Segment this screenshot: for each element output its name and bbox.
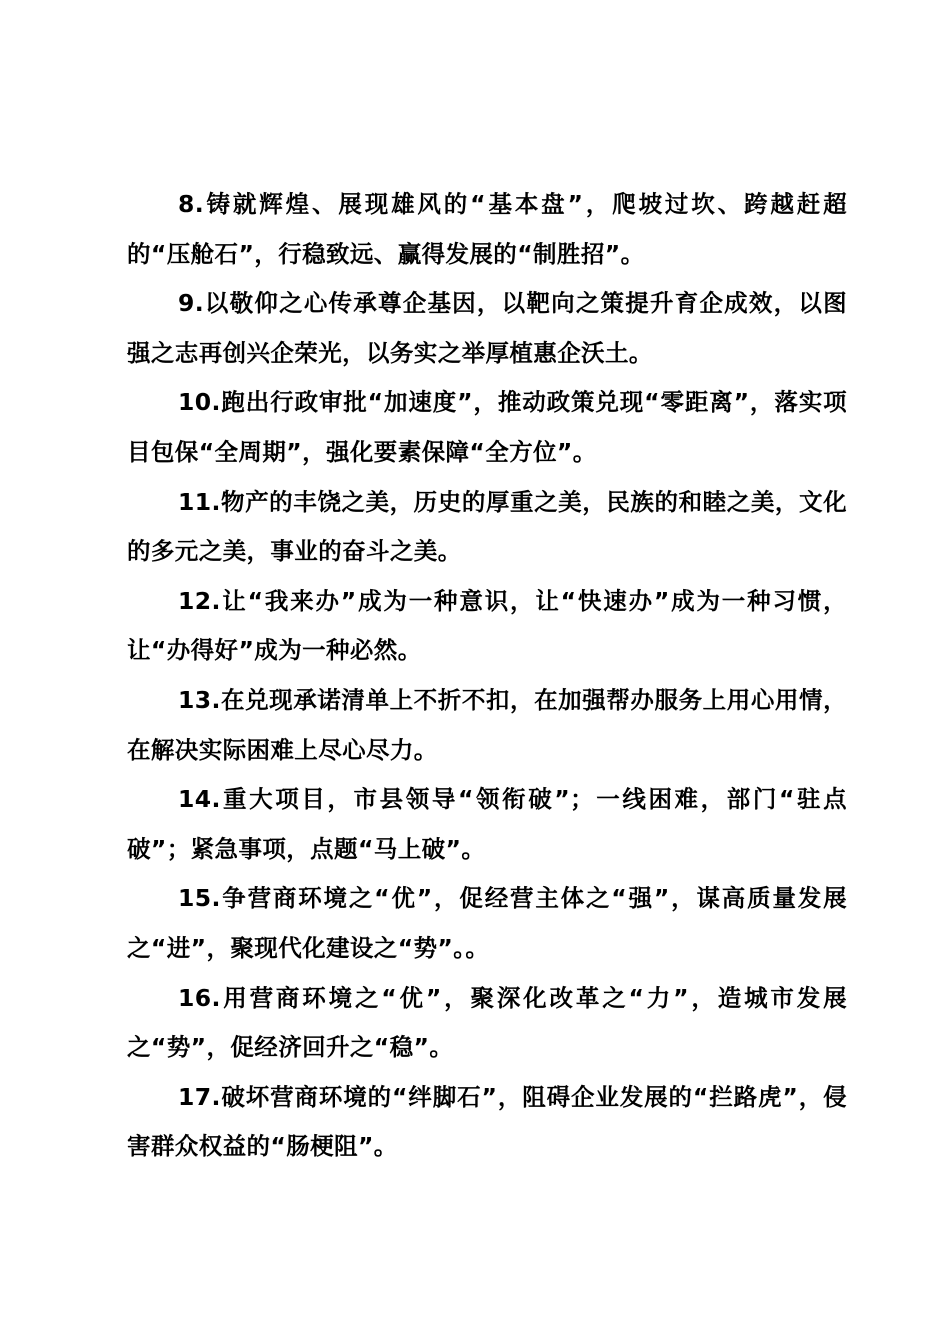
- paragraph-9: 9.以敬仰之心传承尊企基因，以靶向之策提升育企成效，以图强之志再创兴企荣光，以务实之举厚植惠企沃土。: [127, 289, 847, 367]
- document-body: [127, 180, 847, 1172]
- paragraph-17: 17.破坏营商环境的“绊脚石”，阻碍企业发展的“拦路虎”，侵害群众权益的“肠梗阻”。: [127, 1082, 847, 1161]
- paragraph-15: 15.争营商环境之“优”，促经营主体之“强”，谋高质量发展之“进”，聚现代化建设之“势”。。: [127, 884, 847, 962]
- paragraph-11: 11.物产的丰饶之美，历史的厚重之美，民族的和睦之美，文化的多元之美，事业的奋斗之美。: [127, 487, 847, 566]
- paragraph-13: 13.在兑现承诺清单上不折不扣，在加强帮办服务上用心用情，在解决实际困难上尽心尽力。: [127, 685, 847, 764]
- paragraph-16: 16.用营商环境之“优”，聚深化改革之“力”，造城市发展之“势”，促经济回升之“稳”。: [127, 983, 847, 1062]
- paragraph-14: 14.重大项目，市县领导“领衔破”；一线困难，部门“驻点破”；紧急事项，点题“马上破”。: [127, 785, 847, 863]
- paragraph-12: 12.让“我来办”成为一种意识，让“快速办”成为一种习惯，让“办得好”成为一种必然。: [127, 586, 847, 665]
- paragraph-8: 8.铸就辉煌、展现雄风的“基本盘”，爬坡过坎、跨越赶超的“压舱石”，行稳致远、赢得发展的“制胜招”。: [127, 190, 847, 268]
- paragraph-10: 10.跑出行政审批“加速度”，推动政策兑现“零距离”，落实项目包保“全周期”，强化要素保障“全方位”。: [127, 388, 847, 466]
